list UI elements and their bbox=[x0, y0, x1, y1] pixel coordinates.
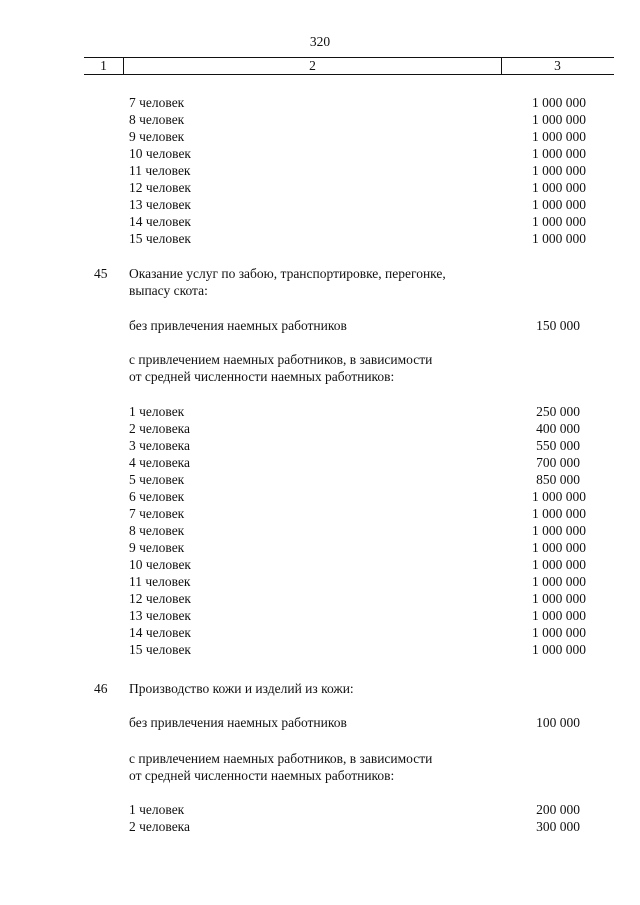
row-label: 15 человек bbox=[129, 231, 191, 246]
table-row bbox=[0, 818, 640, 835]
row-value: 1 000 000 bbox=[532, 146, 586, 161]
table-row bbox=[0, 505, 640, 522]
row-label: 2 человека bbox=[129, 819, 191, 834]
row-label: 11 человек bbox=[129, 574, 191, 589]
row-label: 10 человек bbox=[129, 146, 191, 161]
row-label: 3 человека bbox=[129, 438, 191, 453]
table-row bbox=[0, 454, 640, 471]
row-value: 850 000 bbox=[536, 472, 580, 487]
without-hired-row bbox=[0, 317, 640, 334]
table-row bbox=[0, 196, 640, 213]
row-value: 1 000 000 bbox=[532, 197, 586, 212]
row-value: 1 000 000 bbox=[532, 591, 586, 606]
row-value: 700 000 bbox=[536, 455, 580, 470]
table-row bbox=[0, 488, 640, 505]
with-hired-heading-cont bbox=[0, 368, 640, 385]
section-number: 46 bbox=[94, 681, 108, 696]
row-label: 9 человек bbox=[129, 129, 185, 144]
table-row bbox=[0, 213, 640, 230]
row-label: 13 человек bbox=[129, 197, 191, 212]
row-label: 1 человек bbox=[129, 802, 185, 817]
row-label: 14 человек bbox=[129, 214, 191, 229]
row-value: 250 000 bbox=[536, 404, 580, 419]
row-label: 14 человек bbox=[129, 625, 191, 640]
row-label: 7 человек bbox=[129, 506, 185, 521]
table-row bbox=[0, 607, 640, 624]
with-hired-heading-cont bbox=[0, 767, 640, 784]
table-row bbox=[0, 471, 640, 488]
row-label: 9 человек bbox=[129, 540, 185, 555]
row-value: 1 000 000 bbox=[532, 540, 586, 555]
table-row bbox=[0, 801, 640, 818]
header-col-1: 1 bbox=[100, 58, 107, 73]
table-row bbox=[0, 437, 640, 454]
table-row bbox=[0, 420, 640, 437]
row-label: 8 человек bbox=[129, 523, 185, 538]
page-number: 320 bbox=[309, 34, 331, 49]
section-title: Производство кожи и изделий из кожи: bbox=[129, 681, 354, 696]
table-row bbox=[0, 403, 640, 420]
table-row bbox=[0, 94, 640, 111]
table-header bbox=[84, 57, 614, 75]
row-label: 5 человек bbox=[129, 472, 185, 487]
table-row bbox=[0, 162, 640, 179]
row-value: 1 000 000 bbox=[532, 129, 586, 144]
row-label: 7 человек bbox=[129, 95, 185, 110]
row-label: с привлечением наемных работников, в зависимости bbox=[129, 352, 433, 367]
section-number: 45 bbox=[94, 266, 108, 281]
row-value: 400 000 bbox=[536, 421, 580, 436]
table-row bbox=[0, 179, 640, 196]
section-45-heading bbox=[0, 265, 640, 282]
row-label: без привлечения наемных работников bbox=[129, 318, 347, 333]
row-label: от средней численности наемных работников: bbox=[129, 768, 395, 783]
row-label: 12 человек bbox=[129, 180, 191, 195]
row-value: 1 000 000 bbox=[532, 489, 586, 504]
row-label: 15 человек bbox=[129, 642, 191, 657]
row-label: 2 человека bbox=[129, 421, 191, 436]
row-value: 1 000 000 bbox=[532, 506, 586, 521]
row-label: 6 человек bbox=[129, 489, 185, 504]
row-value: 100 000 bbox=[536, 715, 580, 730]
without-hired-row bbox=[0, 714, 640, 731]
row-value: 150 000 bbox=[536, 318, 580, 333]
section-title: Оказание услуг по забою, транспортировке, перегонке, bbox=[129, 266, 446, 281]
row-label: от средней численности наемных работников: bbox=[129, 369, 395, 384]
row-label: 12 человек bbox=[129, 591, 191, 606]
table-row bbox=[0, 573, 640, 590]
section-46-heading bbox=[0, 680, 640, 697]
table-row bbox=[0, 230, 640, 247]
table-row bbox=[0, 145, 640, 162]
section-45-heading-cont bbox=[0, 282, 640, 299]
table-row bbox=[0, 111, 640, 128]
row-value: 1 000 000 bbox=[532, 95, 586, 110]
row-label: с привлечением наемных работников, в зависимости bbox=[129, 751, 433, 766]
row-value: 1 000 000 bbox=[532, 574, 586, 589]
row-label: без привлечения наемных работников bbox=[129, 715, 347, 730]
table-row bbox=[0, 624, 640, 641]
row-value: 1 000 000 bbox=[532, 112, 586, 127]
with-hired-heading bbox=[0, 351, 640, 368]
row-label: 4 человека bbox=[129, 455, 191, 470]
row-value: 1 000 000 bbox=[532, 163, 586, 178]
row-value: 1 000 000 bbox=[532, 642, 586, 657]
row-value: 1 000 000 bbox=[532, 557, 586, 572]
row-value: 1 000 000 bbox=[532, 523, 586, 538]
table-row bbox=[0, 128, 640, 145]
row-value: 300 000 bbox=[536, 819, 580, 834]
section-title: выпасу скота: bbox=[129, 283, 208, 298]
row-label: 13 человек bbox=[129, 608, 191, 623]
table-row bbox=[0, 590, 640, 607]
row-label: 8 человек bbox=[129, 112, 185, 127]
table-row bbox=[0, 641, 640, 658]
table-row bbox=[0, 522, 640, 539]
row-value: 550 000 bbox=[536, 438, 580, 453]
row-value: 1 000 000 bbox=[532, 608, 586, 623]
row-value: 1 000 000 bbox=[532, 625, 586, 640]
row-value: 1 000 000 bbox=[532, 214, 586, 229]
row-label: 10 человек bbox=[129, 557, 191, 572]
row-label: 1 человек bbox=[129, 404, 185, 419]
table-row bbox=[0, 539, 640, 556]
row-value: 1 000 000 bbox=[532, 231, 586, 246]
with-hired-heading bbox=[0, 750, 640, 767]
header-col-3: 3 bbox=[554, 58, 561, 73]
row-label: 11 человек bbox=[129, 163, 191, 178]
row-value: 200 000 bbox=[536, 802, 580, 817]
row-value: 1 000 000 bbox=[532, 180, 586, 195]
header-col-2: 2 bbox=[123, 58, 502, 74]
table-row bbox=[0, 556, 640, 573]
